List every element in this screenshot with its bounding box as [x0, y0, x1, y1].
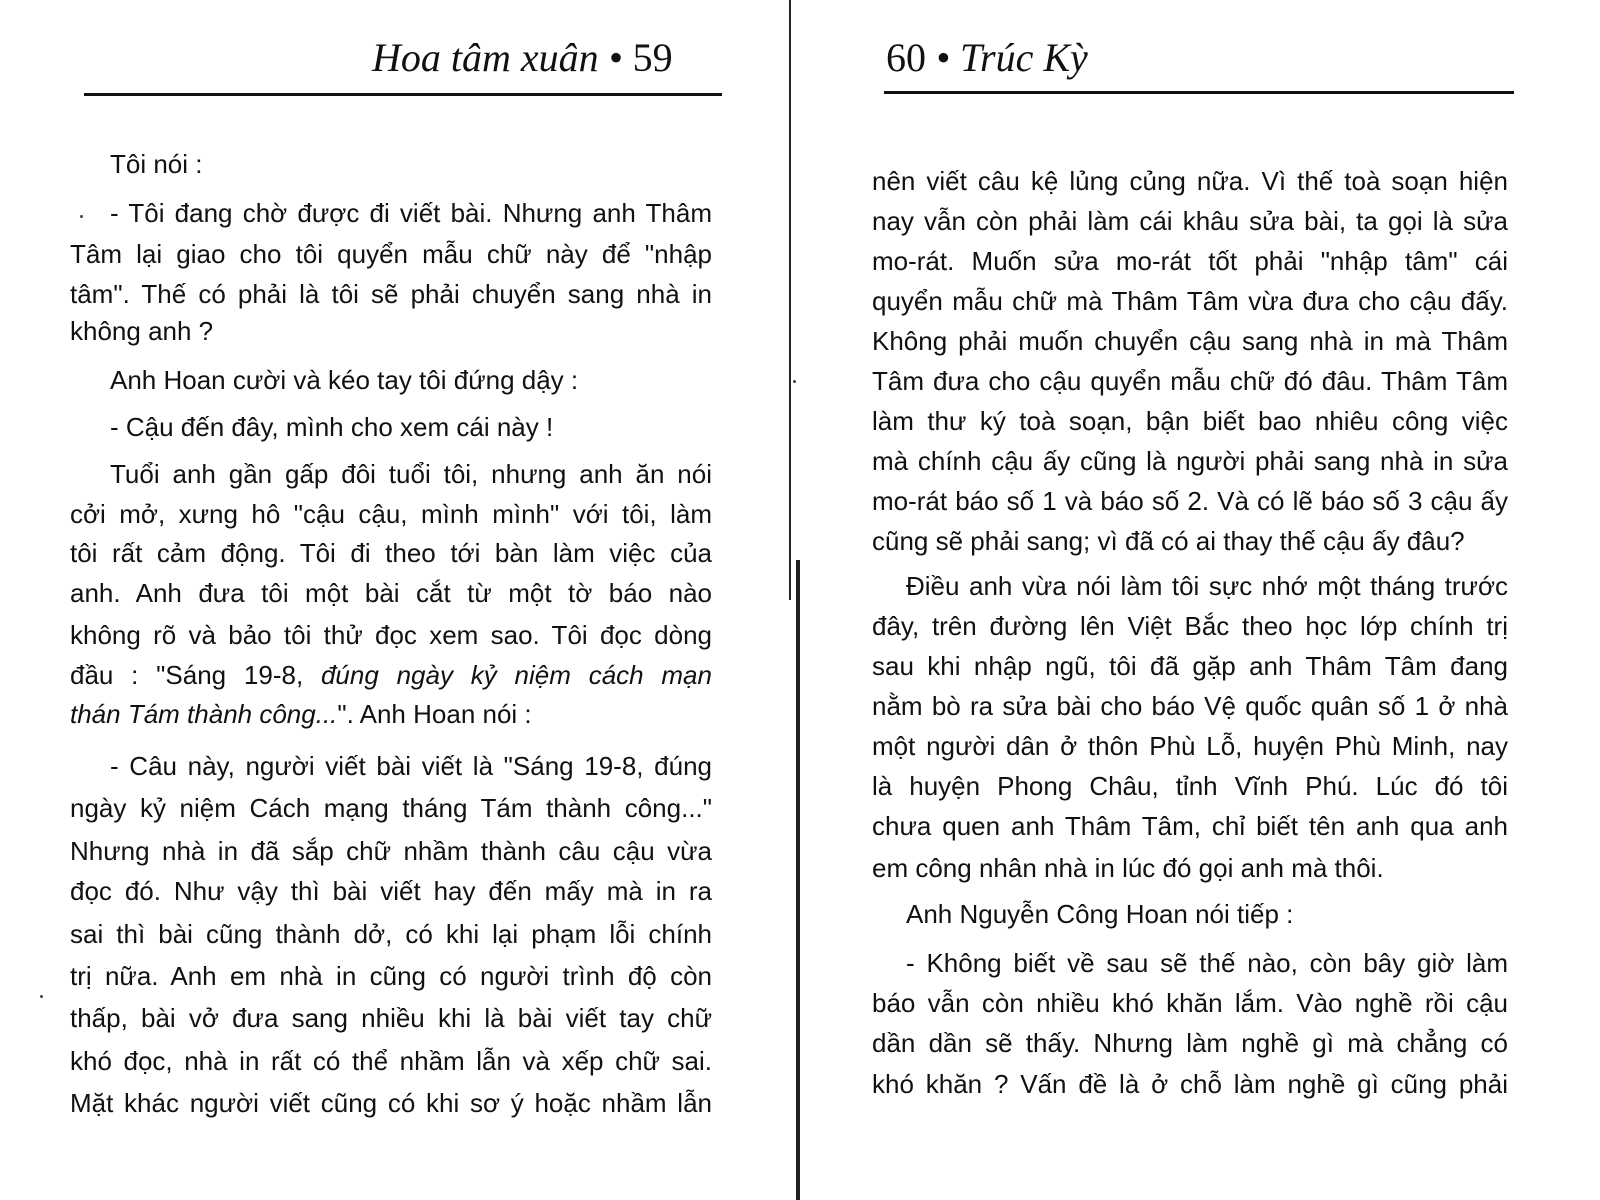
text-line [70, 659, 712, 691]
text-line [872, 852, 1508, 884]
text-segment: nằm bò ra sửa bài cho báo Vệ quốc quân số 1 ở nhà [872, 691, 1508, 721]
text-segment: anh. Anh đưa tôi một bài cắt từ một tờ báo nào [70, 578, 712, 608]
text-segment: báo vẫn còn nhiều khó khăn lắm. Vào nghề rồi cậu [872, 988, 1508, 1018]
text-line [872, 485, 1508, 517]
text-segment: sau khi nhập ngũ, tôi đã gặp anh Thâm Tâm đang [872, 651, 1508, 681]
text-segment: Anh Nguyễn Công Hoan nói tiếp : [906, 899, 1294, 929]
text-segment: Tâm lại giao cho tôi quyển mẫu chữ này để "nhập [70, 239, 712, 269]
book-spine-shadow [789, 0, 791, 600]
text-segment: khó đọc, nhà in rất có thể nhầm lẫn và xếp chữ sai. [70, 1046, 712, 1076]
text-segment: em công nhân nhà in lúc đó gọi anh mà thôi. [872, 853, 1384, 883]
text-line [872, 1068, 1508, 1100]
text-line [70, 918, 712, 950]
text-segment: tôi rất cảm động. Tôi đi theo tới bàn làm việc của [70, 538, 712, 568]
scan-speck [40, 995, 43, 998]
text-segment: quyển mẫu chữ mà Thâm Tâm vừa đưa cho cậu đấy. [872, 286, 1508, 316]
text-line [872, 285, 1508, 317]
text-segment: - Câu này, người viết bài viết là "Sáng 19-8, đúng [110, 751, 712, 781]
text-segment: thấp, bài vở đưa sang nhiều khi là bài viết tay chữ [70, 1003, 712, 1033]
text-line [872, 987, 1508, 1019]
text-line [70, 278, 712, 310]
scan-speck [793, 380, 796, 383]
text-segment: một người dân ở thôn Phù Lỗ, huyện Phù Minh, nay [872, 731, 1508, 761]
text-segment: sai thì bài cũng thành dở, có khi lại phạm lỗi chính [70, 919, 712, 949]
text-segment: đầu : "Sáng 19-8, [70, 660, 321, 690]
book-spine-shadow [796, 560, 800, 1200]
text-line [70, 835, 712, 867]
header-rule [84, 93, 722, 96]
text-segment: Tôi nói : [110, 149, 203, 179]
text-line [70, 792, 712, 824]
text-segment: Không phải muốn chuyển cậu sang nhà in mà Thâm [872, 326, 1508, 356]
text-line [872, 525, 1508, 557]
text-line [110, 458, 712, 490]
author-name: Trúc Kỳ [960, 35, 1088, 80]
text-line [110, 750, 712, 782]
text-line [872, 445, 1508, 477]
text-segment: mo-rát. Muốn sửa mo-rát tốt phải "nhập tâm" cái [872, 246, 1508, 276]
text-segment: cởi mở, xưng hô "cậu cậu, mình mình" với tôi, làm [70, 499, 712, 529]
text-segment: nên viết câu kệ lủng củng nữa. Vì thế toà soạn hiện [872, 166, 1508, 196]
text-segment: đây, trên đường lên Việt Bắc theo học lớp chính trị [872, 611, 1508, 641]
text-line [70, 577, 712, 609]
text-segment: khó khăn ? Vấn đề là ở chỗ làm nghề gì cũng phải [872, 1069, 1508, 1099]
text-line [70, 875, 712, 907]
text-line [110, 148, 712, 180]
page-number: 59 [632, 35, 673, 80]
text-line [110, 411, 712, 443]
text-segment: Mặt khác người viết cũng có khi sơ ý hoặc nhầm lẫn [70, 1088, 712, 1118]
text-segment: - Cậu đến đây, mình cho xem cái này ! [110, 412, 554, 442]
text-segment: dần dần sẽ thấy. Nhưng làm nghề gì mà chẳng có [872, 1028, 1508, 1058]
text-line [872, 610, 1508, 642]
text-line [70, 1087, 712, 1119]
text-segment: Tâm đưa cho cậu quyển mẫu chữ đó đâu. Thâm Tâm [872, 366, 1508, 396]
text-segment: - Không biết về sau sẽ thế nào, còn bây giờ làm [906, 948, 1508, 978]
text-line [906, 947, 1508, 979]
text-line [872, 365, 1508, 397]
text-line [70, 619, 712, 651]
text-line [70, 315, 712, 347]
text-line [110, 197, 712, 229]
text-segment: là huyện Phong Châu, tỉnh Vĩnh Phú. Lúc đó tôi [872, 771, 1508, 801]
text-segment: không rõ và bảo tôi thử đọc xem sao. Tôi đọc dòng [70, 620, 712, 650]
text-segment: ngày kỷ niệm Cách mạng tháng Tám thành công..." [70, 793, 712, 823]
text-segment: làm thư ký toà soạn, bận biết bao nhiêu công việc [872, 406, 1508, 436]
text-line [872, 245, 1508, 277]
header-rule [884, 91, 1514, 94]
text-line [906, 570, 1508, 602]
italic-text: thán Tám thành công... [70, 699, 338, 729]
header-bullet: • [608, 35, 623, 80]
text-line [70, 537, 712, 569]
text-segment: ". Anh Hoan nói : [337, 699, 532, 729]
text-line [110, 364, 712, 396]
text-segment: Anh Hoan cười và kéo tay tôi đứng dậy : [110, 365, 579, 395]
text-line [872, 650, 1508, 682]
text-segment: mà chính cậu ấy cũng là người phải sang nhà in sửa [872, 446, 1508, 476]
text-line [872, 1027, 1508, 1059]
page-number: 60 [886, 35, 926, 80]
italic-text: đúng ngày kỷ niệm cách mạn [320, 660, 712, 690]
text-segment: tâm". Thế có phải là tôi sẽ phải chuyển sang nhà in [70, 279, 712, 309]
text-line [906, 898, 1508, 930]
text-line [70, 1002, 712, 1034]
text-segment: - Tôi đang chờ được đi viết bài. Nhưng anh Thâm [110, 198, 712, 228]
text-line [872, 810, 1508, 842]
text-segment: mo-rát báo số 1 và báo số 2. Và có lẽ báo số 3 cậu ấy [872, 486, 1508, 516]
header-bullet: • [936, 35, 951, 80]
left-running-header [372, 34, 673, 81]
scan-speck [80, 215, 83, 218]
text-line [872, 405, 1508, 437]
text-segment: nay vẫn còn phải làm cái khâu sửa bài, ta gọi là sửa [872, 206, 1508, 236]
book-title: Hoa tâm xuân [372, 35, 599, 80]
text-segment: cũng sẽ phải sang; vì đã có ai thay thế cậu ấy đâu? [872, 526, 1465, 556]
text-segment: chưa quen anh Thâm Tâm, chỉ biết tên anh qua anh [872, 811, 1508, 841]
text-segment: không anh ? [70, 316, 214, 346]
text-segment: trị nữa. Anh em nhà in cũng có người trình độ còn [70, 961, 712, 991]
text-segment: Nhưng nhà in đã sắp chữ nhầm thành câu cậu vừa [70, 836, 712, 866]
text-line [70, 698, 712, 730]
text-segment: đọc đó. Như vậy thì bài viết hay đến mấy mà in ra [70, 876, 712, 906]
text-line [872, 690, 1508, 722]
text-segment: Điều anh vừa nói làm tôi sực nhớ một tháng trước [906, 571, 1508, 601]
text-line [872, 325, 1508, 357]
right-running-header [886, 34, 1088, 81]
text-segment: Tuổi anh gần gấp đôi tuổi tôi, nhưng anh ăn nói [110, 459, 712, 489]
text-line [872, 165, 1508, 197]
text-line [872, 205, 1508, 237]
text-line [872, 730, 1508, 762]
text-line [872, 770, 1508, 802]
text-line [70, 960, 712, 992]
text-line [70, 238, 712, 270]
text-line [70, 1045, 712, 1077]
text-line [70, 498, 712, 530]
